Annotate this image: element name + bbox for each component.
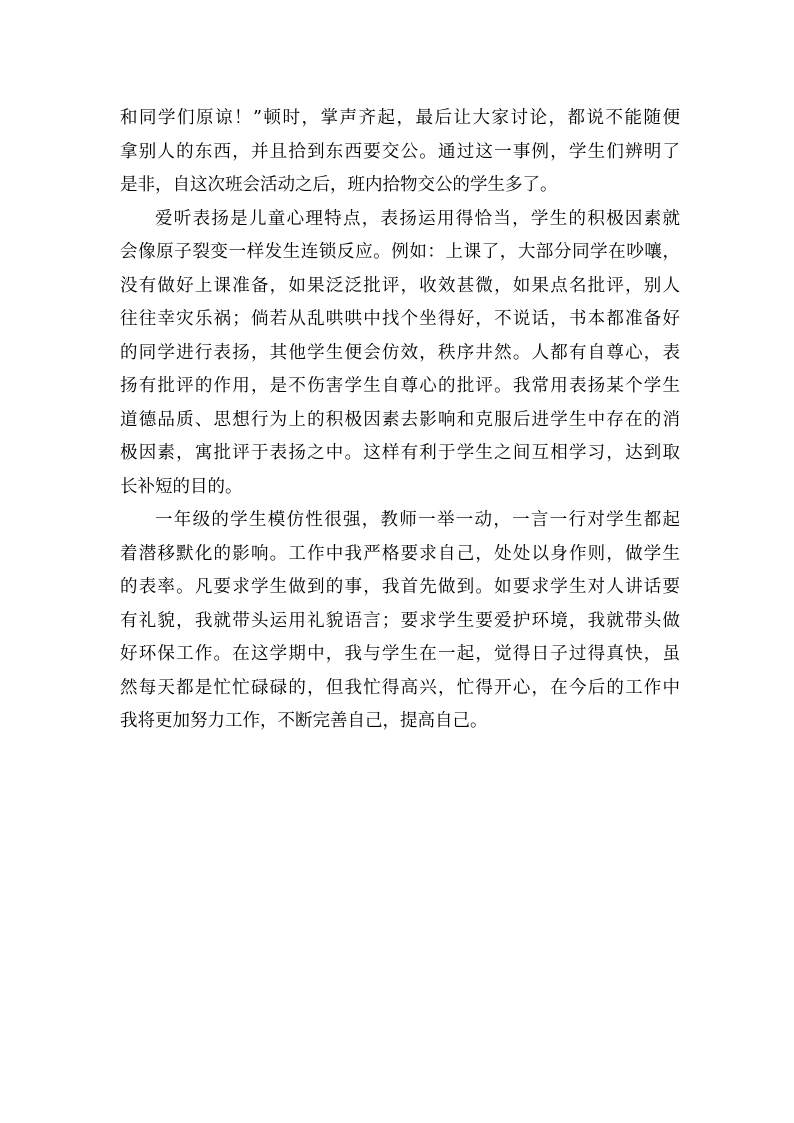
text-line: 然每天都是忙忙碌碌的，但我忙得高兴，忙得开心，在今后的工作中 [120, 677, 680, 698]
text-line: 极因素，寓批评于表扬之中。这样有利于学生之间互相学习，达到取 [120, 443, 680, 463]
text-line: 拿别人的东西，并且拾到东西要交公。通过这一事例，学生们辨明了 [120, 141, 680, 162]
text-line: 和同学们原谅！”顿时，掌声齐起，最后让大家讨论，都说不能随便 [120, 108, 680, 128]
text-line: 好环保工作。在这学期中，我与学生在一起，觉得日子过得真快，虽 [120, 644, 680, 664]
text-line: 是非，自这次班会活动之后，班内拾物交公的学生多了。 [120, 175, 558, 195]
text-line: 一年级的学生模仿性很强，教师一举一动，一言一行对学生都起 [155, 510, 680, 530]
paragraph [120, 504, 680, 739]
text-line: 往往幸灾乐祸；倘若从乱哄哄中找个坐得好，不说话，书本都准备好 [120, 309, 680, 329]
text-line: 着潜移默化的影响。工作中我严格要求自己，处处以身作则，做学生 [120, 543, 680, 564]
body-text [120, 102, 680, 739]
text-line: 扬有批评的作用，是不伤害学生自尊心的批评。我常用表扬某个学生 [120, 376, 680, 396]
text-line: 我将更加努力工作，不断完善自己，提高自己。 [120, 711, 488, 731]
paragraph [120, 102, 680, 203]
text-line: 的同学进行表扬，其他学生便会仿效，秩序井然。人都有自尊心，表 [120, 342, 680, 363]
text-line: 有礼貌，我就带头运用礼貌语言；要求学生要爱护环境，我就带头做 [120, 610, 680, 631]
text-line: 道德品质、思想行为上的积极因素去影响和克服后进学生中存在的消 [120, 409, 680, 430]
text-line: 会像原子裂变一样发生连锁反应。例如：上课了，大部分同学在吵嚷， [120, 242, 680, 262]
text-line: 的表率。凡要求学生做到的事，我首先做到。如要求学生对人讲话要 [120, 577, 680, 597]
paragraph [120, 203, 680, 505]
text-line: 没有做好上课准备，如果泛泛批评，收效甚微，如果点名批评，别人 [120, 275, 680, 296]
text-line: 爱听表扬是儿童心理特点，表扬运用得恰当，学生的积极因素就 [155, 208, 680, 229]
text-line: 长补短的目的。 [120, 476, 243, 497]
